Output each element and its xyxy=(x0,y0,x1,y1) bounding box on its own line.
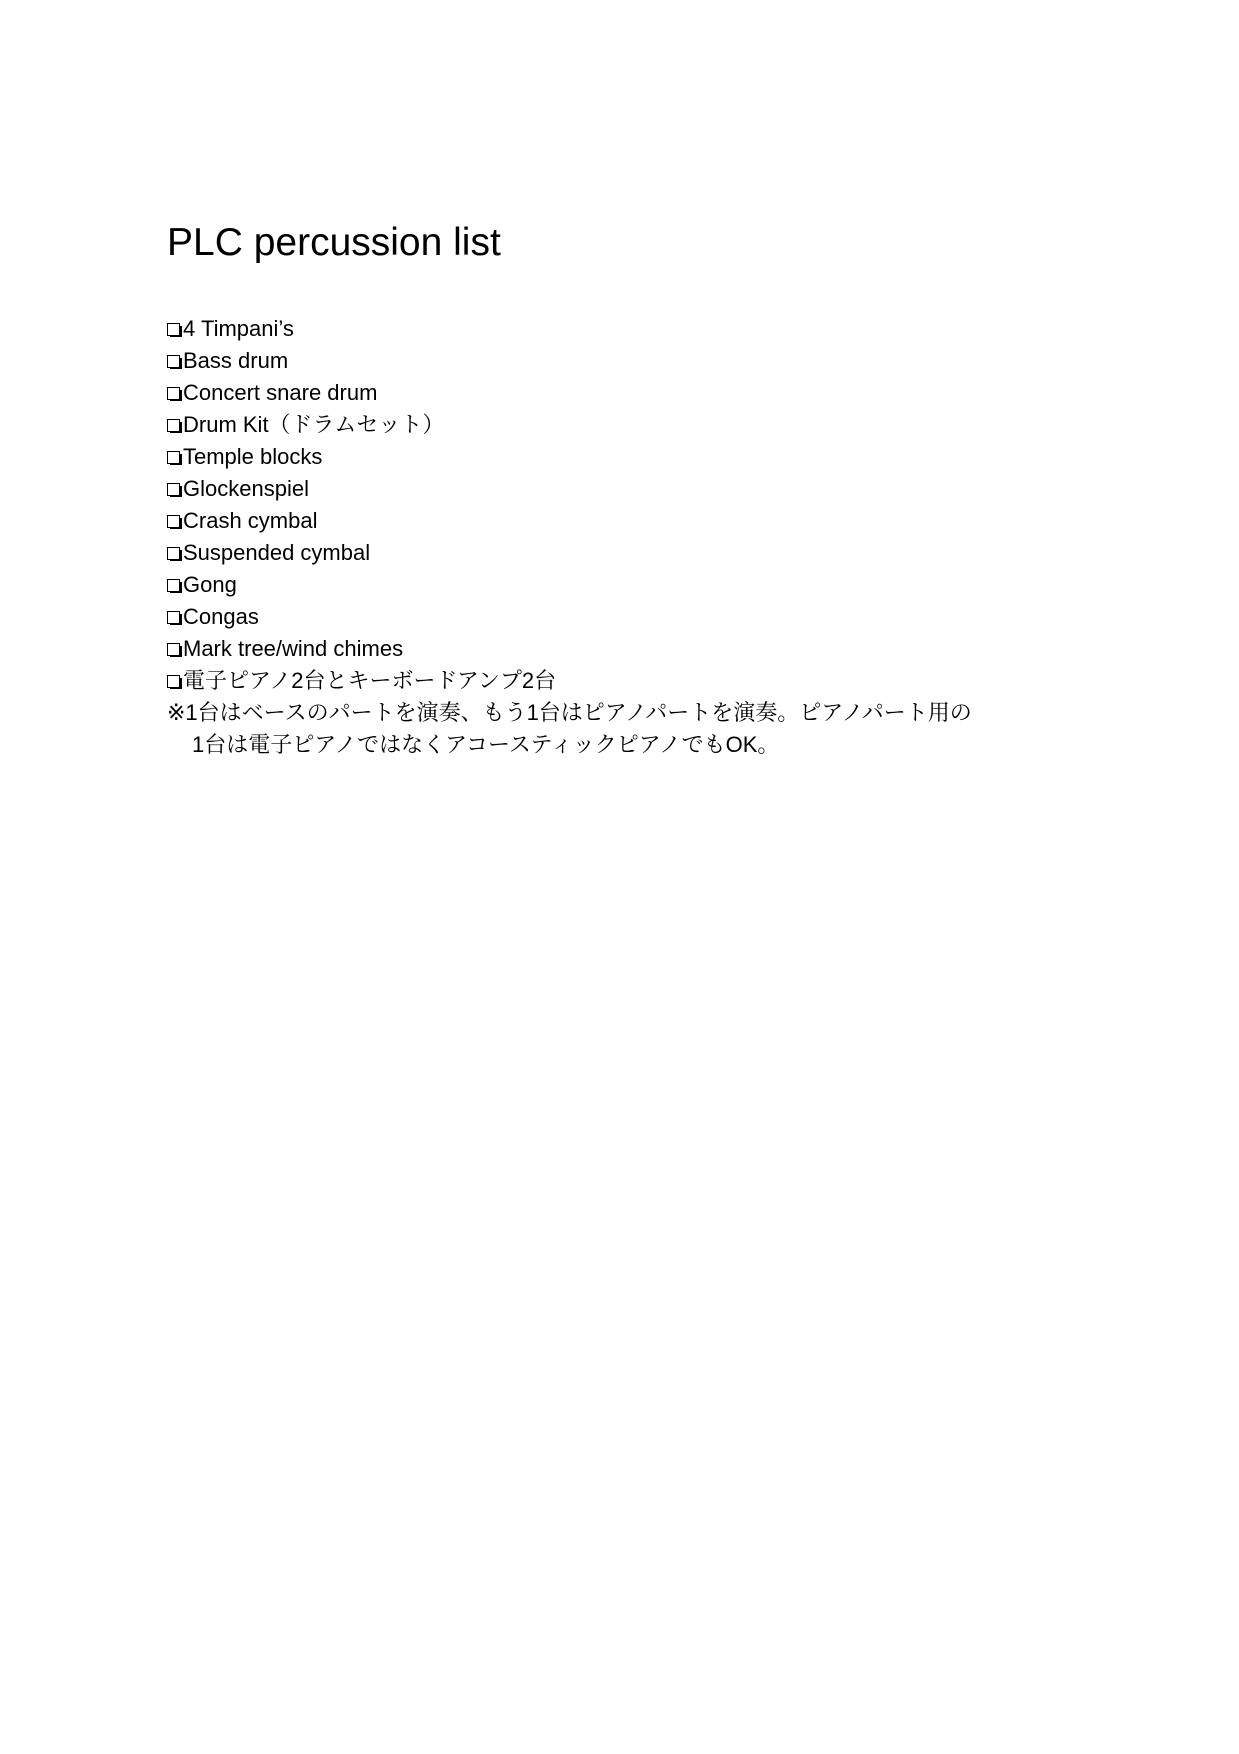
checkbox-square-icon xyxy=(167,483,180,496)
list-item xyxy=(167,569,556,601)
list-item-label: Gong xyxy=(183,572,237,597)
list-item xyxy=(167,473,556,505)
checkbox-square-icon xyxy=(167,355,180,368)
list-item-label: Mark tree/wind chimes xyxy=(183,636,404,661)
footnote-line-1: ※1台はベースのパートを演奏、もう1台はピアノパートを演奏。ピアノパート用の xyxy=(167,700,972,725)
list-item xyxy=(167,505,556,537)
checkbox-square-icon xyxy=(167,547,180,560)
list-item xyxy=(167,345,556,377)
percussion-list xyxy=(167,313,556,697)
list-item xyxy=(167,537,556,569)
list-item-label: Drum Kit（ドラムセット） xyxy=(183,412,445,437)
checkbox-square-icon xyxy=(167,643,180,656)
list-item xyxy=(167,441,556,473)
list-item-label: Bass drum xyxy=(183,348,289,373)
list-item xyxy=(167,313,556,345)
list-item-label: 4 Timpani’s xyxy=(183,316,294,341)
footnote xyxy=(167,697,972,761)
checkbox-square-icon xyxy=(167,323,180,336)
list-item-label: Suspended cymbal xyxy=(183,540,371,565)
list-item-label: Temple blocks xyxy=(183,444,323,469)
checkbox-square-icon xyxy=(167,451,180,464)
list-item xyxy=(167,633,556,665)
page-title: PLC percussion list xyxy=(167,221,501,264)
list-item-label: Crash cymbal xyxy=(183,508,318,533)
footnote-line-2: 1台は電子ピアノではなくアコースティックピアノでもOK。 xyxy=(192,732,780,757)
checkbox-square-icon xyxy=(167,387,180,400)
list-item-label: Congas xyxy=(183,604,259,629)
list-item-label: Concert snare drum xyxy=(183,380,378,405)
list-item xyxy=(167,665,556,697)
list-item xyxy=(167,377,556,409)
list-item xyxy=(167,409,556,441)
checkbox-square-icon xyxy=(167,579,180,592)
checkbox-square-icon xyxy=(167,611,180,624)
list-item xyxy=(167,601,556,633)
list-item-label: 電子ピアノ2台とキーボードアンプ2台 xyxy=(183,668,557,693)
checkbox-square-icon xyxy=(167,419,180,432)
checkbox-square-icon xyxy=(167,515,180,528)
list-item-label: Glockenspiel xyxy=(183,476,309,501)
checkbox-square-icon xyxy=(167,675,180,688)
